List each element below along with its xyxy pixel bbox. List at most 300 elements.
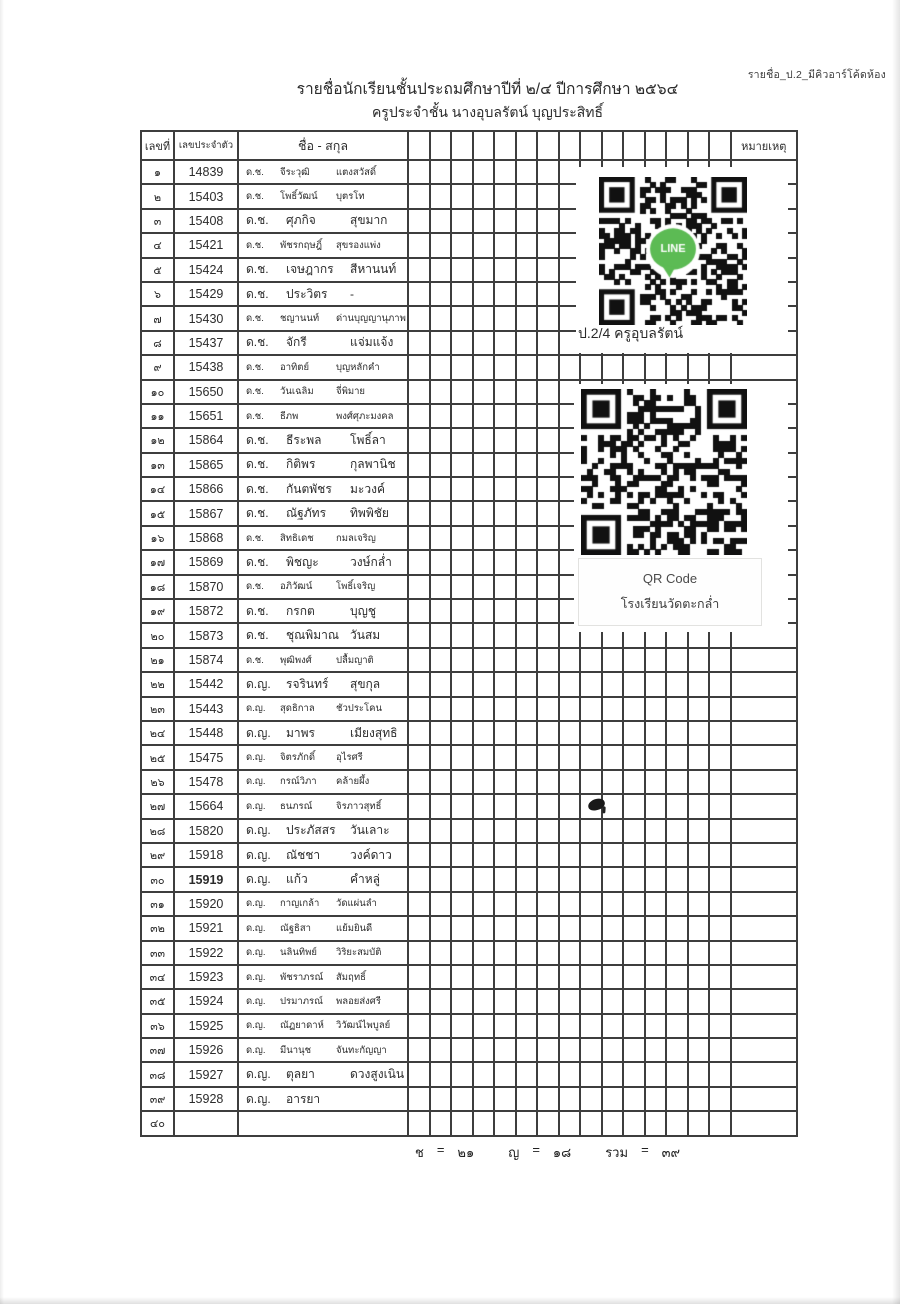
grid-cell [430, 794, 452, 818]
grid-cell [408, 428, 430, 452]
grid-cell [516, 355, 538, 379]
row-number: ๓๒ [141, 916, 174, 940]
row-number: ๑ [141, 160, 174, 184]
student-name [238, 501, 408, 525]
grid-cell [580, 867, 602, 891]
grid-cell [473, 1111, 495, 1135]
grid-cell [451, 160, 473, 184]
table-row [141, 1014, 797, 1038]
grid-cell [430, 209, 452, 233]
grid-cell [494, 1087, 516, 1111]
summary-value: ๒๑ [457, 1145, 475, 1160]
table-row [141, 916, 797, 940]
grid-cell [451, 355, 473, 379]
grid-cell [602, 892, 624, 916]
student-name [238, 721, 408, 745]
first-name: ชุณพิมาณ [286, 628, 339, 643]
name-prefix: ด.ญ. [246, 898, 266, 910]
grid-cell [602, 1062, 624, 1086]
grid-cell [623, 794, 645, 818]
grid-cell [473, 941, 495, 965]
first-name: ธีระพล [286, 432, 322, 447]
grid-cell [623, 672, 645, 696]
grid-cell [516, 1062, 538, 1086]
grid-cell [645, 965, 667, 989]
note-cell [731, 1014, 798, 1038]
summary-line [415, 1142, 680, 1163]
student-name [238, 380, 408, 404]
table-row [141, 1087, 797, 1111]
last-name: สีหานนท์ [350, 262, 397, 277]
row-number: ๑๗ [141, 550, 174, 574]
grid-cell [666, 819, 688, 843]
last-name: วัดแผ่นลำ [336, 898, 377, 910]
note-cell [731, 989, 798, 1013]
name-prefix: ด.ญ. [246, 872, 271, 887]
grid-cell [451, 892, 473, 916]
student-id: 15408 [174, 209, 238, 233]
grid-cell [451, 282, 473, 306]
grid-cell [516, 721, 538, 745]
grid-cell [537, 916, 559, 940]
summary-value: ๓๙ [661, 1145, 681, 1160]
last-name: โพธิ์ลา [350, 432, 386, 447]
student-name [238, 599, 408, 623]
grid-cell [473, 160, 495, 184]
col-header-filler [709, 131, 731, 160]
row-number: ๙ [141, 355, 174, 379]
grid-cell [473, 623, 495, 647]
grid-cell [688, 648, 710, 672]
grid-cell [408, 965, 430, 989]
grid-cell [473, 355, 495, 379]
row-number: ๑๑ [141, 404, 174, 428]
student-id: 15919 [174, 867, 238, 891]
grid-cell [645, 770, 667, 794]
grid-cell [430, 623, 452, 647]
grid-cell [666, 843, 688, 867]
grid-cell [537, 355, 559, 379]
grid-cell [430, 428, 452, 452]
row-number: ๒๒ [141, 672, 174, 696]
grid-cell [494, 672, 516, 696]
grid-cell [623, 1087, 645, 1111]
grid-cell [688, 697, 710, 721]
grid-cell [451, 404, 473, 428]
row-number: ๒๐ [141, 623, 174, 647]
first-name: พัชรกฤษฎิ์ [280, 239, 322, 251]
last-name: ทิพพิชัย [350, 506, 389, 521]
first-name: ประวิตร [286, 286, 328, 301]
grid-cell [494, 623, 516, 647]
student-name [238, 867, 408, 891]
grid-cell [451, 233, 473, 257]
grid-cell [473, 794, 495, 818]
grid-cell [602, 355, 624, 379]
grid-cell [494, 575, 516, 599]
table-row [141, 941, 797, 965]
grid-cell [666, 745, 688, 769]
name-prefix: ด.ญ. [246, 1067, 271, 1082]
grid-cell [430, 721, 452, 745]
row-number: ๑๔ [141, 477, 174, 501]
first-name: ณัฐภัทร [286, 506, 327, 521]
table-row [141, 1038, 797, 1062]
grid-cell [580, 1062, 602, 1086]
student-name [238, 331, 408, 355]
student-id: 15873 [174, 623, 238, 647]
grid-cell [645, 916, 667, 940]
last-name: กุลพานิช [350, 457, 396, 472]
grid-cell [473, 745, 495, 769]
grid-cell [430, 1087, 452, 1111]
name-prefix: ด.ช. [246, 386, 264, 398]
first-name: ตุลยา [286, 1067, 315, 1082]
grid-cell [408, 550, 430, 574]
grid-cell [709, 355, 731, 379]
first-name: สุดธิกาล [280, 703, 315, 715]
grid-cell [408, 916, 430, 940]
grid-cell [645, 867, 667, 891]
grid-cell [645, 1038, 667, 1062]
grid-cell [408, 380, 430, 404]
grid-cell [559, 843, 581, 867]
first-name: ชญานนท์ [280, 313, 320, 325]
grid-cell [709, 916, 731, 940]
name-prefix: ด.ญ. [246, 725, 271, 740]
grid-cell [451, 843, 473, 867]
grid-cell [580, 1111, 602, 1135]
grid-cell [580, 648, 602, 672]
school-qr-block [574, 384, 788, 632]
grid-cell [537, 550, 559, 574]
note-cell [731, 672, 798, 696]
last-name: จี่พิมาย [336, 386, 365, 398]
grid-cell [494, 941, 516, 965]
grid-cell [494, 453, 516, 477]
note-cell [731, 941, 798, 965]
grid-cell [473, 453, 495, 477]
row-number: ๓๓ [141, 941, 174, 965]
grid-cell [537, 672, 559, 696]
grid-cell [408, 770, 430, 794]
grid-cell [451, 989, 473, 1013]
grid-cell [623, 770, 645, 794]
scan-edge-right [892, 0, 900, 1304]
school-qr-caption-line2: โรงเรียนวัดตะกล่ำ [620, 596, 720, 611]
grid-cell [688, 867, 710, 891]
row-number: ๒๑ [141, 648, 174, 672]
grid-cell [430, 526, 452, 550]
student-id: 15478 [174, 770, 238, 794]
name-prefix: ด.ช. [246, 628, 269, 643]
grid-cell [623, 941, 645, 965]
grid-cell [580, 892, 602, 916]
grid-cell [580, 1038, 602, 1062]
grid-cell [559, 819, 581, 843]
grid-cell [602, 745, 624, 769]
grid-cell [559, 1062, 581, 1086]
grid-cell [494, 526, 516, 550]
grid-cell [494, 380, 516, 404]
grid-cell [602, 916, 624, 940]
table-row [141, 355, 797, 379]
student-id: 15923 [174, 965, 238, 989]
grid-cell [516, 843, 538, 867]
name-prefix: ด.ญ. [246, 1091, 271, 1106]
grid-cell [408, 184, 430, 208]
grid-cell [473, 477, 495, 501]
grid-cell [516, 745, 538, 769]
first-name: มีนานุช [280, 1044, 312, 1056]
col-header-filler [688, 131, 710, 160]
grid-cell [537, 1062, 559, 1086]
grid-cell [602, 941, 624, 965]
grid-cell [537, 697, 559, 721]
grid-cell [516, 1038, 538, 1062]
note-cell [731, 1087, 798, 1111]
grid-cell [516, 1014, 538, 1038]
equals-sign: = [641, 1142, 649, 1157]
student-id: 15924 [174, 989, 238, 1013]
grid-cell [494, 258, 516, 282]
name-prefix: ด.ช. [246, 239, 264, 251]
grid-cell [408, 355, 430, 379]
first-name: จิตรภักดิ์ [280, 752, 316, 764]
note-cell [731, 843, 798, 867]
grid-cell [537, 745, 559, 769]
grid-cell [709, 721, 731, 745]
grid-cell [602, 1111, 624, 1135]
grid-cell [494, 745, 516, 769]
grid-cell [473, 550, 495, 574]
last-name: วิวัฒน์ไพบูลย์ [336, 1020, 391, 1032]
student-name [238, 550, 408, 574]
grid-cell [451, 428, 473, 452]
last-name: แย้มยินดี [336, 922, 373, 934]
grid-cell [451, 477, 473, 501]
grid-cell [666, 867, 688, 891]
line-qr-code [599, 177, 747, 325]
grid-cell [645, 1087, 667, 1111]
col-header-filler [666, 131, 688, 160]
grid-cell [559, 1087, 581, 1111]
grid-cell [537, 501, 559, 525]
grid-cell [623, 843, 645, 867]
grid-cell [602, 697, 624, 721]
grid-cell [494, 697, 516, 721]
grid-cell [516, 160, 538, 184]
student-name [238, 575, 408, 599]
grid-cell [408, 209, 430, 233]
grid-cell [580, 916, 602, 940]
first-name: จักรี [286, 335, 307, 350]
student-name [238, 1087, 408, 1111]
student-name [238, 526, 408, 550]
row-number: ๑๒ [141, 428, 174, 452]
col-header-filler [494, 131, 516, 160]
student-id: 15442 [174, 672, 238, 696]
last-name: บุญหลักคำ [336, 361, 380, 373]
grid-cell [451, 770, 473, 794]
row-number: ๑๓ [141, 453, 174, 477]
last-name: แตงสวัสดิ์ [336, 166, 377, 178]
grid-cell [602, 867, 624, 891]
grid-cell [451, 184, 473, 208]
grid-cell [537, 1087, 559, 1111]
table-row [141, 648, 797, 672]
school-qr-code [581, 389, 747, 555]
grid-cell [666, 672, 688, 696]
grid-cell [494, 843, 516, 867]
grid-cell [602, 648, 624, 672]
grid-cell [580, 989, 602, 1013]
grid-cell [602, 965, 624, 989]
grid-cell [494, 1038, 516, 1062]
student-id: 15927 [174, 1062, 238, 1086]
grid-cell [623, 721, 645, 745]
grid-cell [709, 672, 731, 696]
grid-cell [688, 892, 710, 916]
grid-cell [430, 501, 452, 525]
grid-cell [559, 697, 581, 721]
grid-cell [451, 1087, 473, 1111]
grid-cell [688, 941, 710, 965]
student-id: 15437 [174, 331, 238, 355]
grid-cell [494, 648, 516, 672]
grid-cell [494, 550, 516, 574]
grid-cell [645, 989, 667, 1013]
grid-cell [666, 1062, 688, 1086]
grid-cell [494, 355, 516, 379]
grid-cell [623, 1014, 645, 1038]
grid-cell [451, 1062, 473, 1086]
table-row [141, 697, 797, 721]
name-prefix: ด.ญ. [246, 1020, 266, 1032]
grid-cell [537, 648, 559, 672]
note-cell [731, 745, 798, 769]
grid-cell [709, 1087, 731, 1111]
grid-cell [408, 1062, 430, 1086]
line-qr-block [576, 167, 788, 353]
row-number: ๓๖ [141, 1014, 174, 1038]
row-number: ๒๙ [141, 843, 174, 867]
student-name [238, 843, 408, 867]
grid-cell [494, 160, 516, 184]
col-header-filler [645, 131, 667, 160]
grid-cell [451, 380, 473, 404]
name-prefix: ด.ช. [246, 481, 269, 496]
student-name [238, 965, 408, 989]
grid-cell [473, 965, 495, 989]
name-prefix: ด.ช. [246, 581, 264, 593]
grid-cell [537, 721, 559, 745]
first-name: รจรินทร์ [286, 676, 329, 691]
grid-cell [430, 892, 452, 916]
row-number: ๔๐ [141, 1111, 174, 1135]
grid-cell [408, 867, 430, 891]
grid-cell [537, 477, 559, 501]
row-number: ๑๙ [141, 599, 174, 623]
grid-cell [494, 477, 516, 501]
grid-cell [494, 819, 516, 843]
grid-cell [451, 550, 473, 574]
student-name [238, 477, 408, 501]
grid-cell [688, 1062, 710, 1086]
student-id: 14839 [174, 160, 238, 184]
row-number: ๓๗ [141, 1038, 174, 1062]
grid-cell [537, 989, 559, 1013]
grid-cell [473, 184, 495, 208]
col-header-filler [516, 131, 538, 160]
grid-cell [580, 770, 602, 794]
last-name: บุตรโท [336, 191, 365, 203]
grid-cell [666, 770, 688, 794]
grid-cell [537, 843, 559, 867]
note-cell [731, 648, 798, 672]
grid-cell [537, 404, 559, 428]
last-name: โพธิ์เจริญ [336, 581, 376, 593]
grid-cell [709, 819, 731, 843]
grid-cell [473, 1038, 495, 1062]
name-prefix: ด.ญ. [246, 1044, 266, 1056]
student-name [238, 209, 408, 233]
grid-cell [709, 1038, 731, 1062]
grid-cell [430, 648, 452, 672]
grid-cell [451, 648, 473, 672]
col-header-filler [430, 131, 452, 160]
grid-cell [430, 306, 452, 330]
first-name: สิทธิเดช [280, 532, 314, 544]
name-prefix: ด.ญ. [246, 847, 271, 862]
col-header-filler [408, 131, 430, 160]
note-cell [731, 1038, 798, 1062]
grid-cell [408, 697, 430, 721]
grid-cell [494, 282, 516, 306]
grid-cell [516, 258, 538, 282]
grid-cell [537, 306, 559, 330]
last-name: ชัวประโคน [336, 703, 382, 715]
grid-cell [451, 209, 473, 233]
grid-cell [473, 209, 495, 233]
grid-cell [580, 721, 602, 745]
student-id: 15921 [174, 916, 238, 940]
grid-cell [408, 794, 430, 818]
grid-cell [623, 867, 645, 891]
grid-cell [623, 965, 645, 989]
grid-cell [537, 428, 559, 452]
grid-cell [580, 697, 602, 721]
grid-cell [408, 819, 430, 843]
grid-cell [408, 721, 430, 745]
grid-cell [430, 233, 452, 257]
grid-cell [645, 1014, 667, 1038]
first-name: ศุภกิจ [286, 213, 316, 228]
first-name: กรณ์วิภา [280, 776, 317, 788]
student-id: 15864 [174, 428, 238, 452]
summary-label: ช [415, 1145, 424, 1160]
grid-cell [580, 843, 602, 867]
grid-cell [408, 599, 430, 623]
row-number: ๕ [141, 258, 174, 282]
student-name [238, 892, 408, 916]
grid-cell [623, 355, 645, 379]
grid-cell [516, 697, 538, 721]
grid-cell [709, 745, 731, 769]
grid-cell [494, 867, 516, 891]
grid-cell [709, 965, 731, 989]
grid-cell [451, 745, 473, 769]
